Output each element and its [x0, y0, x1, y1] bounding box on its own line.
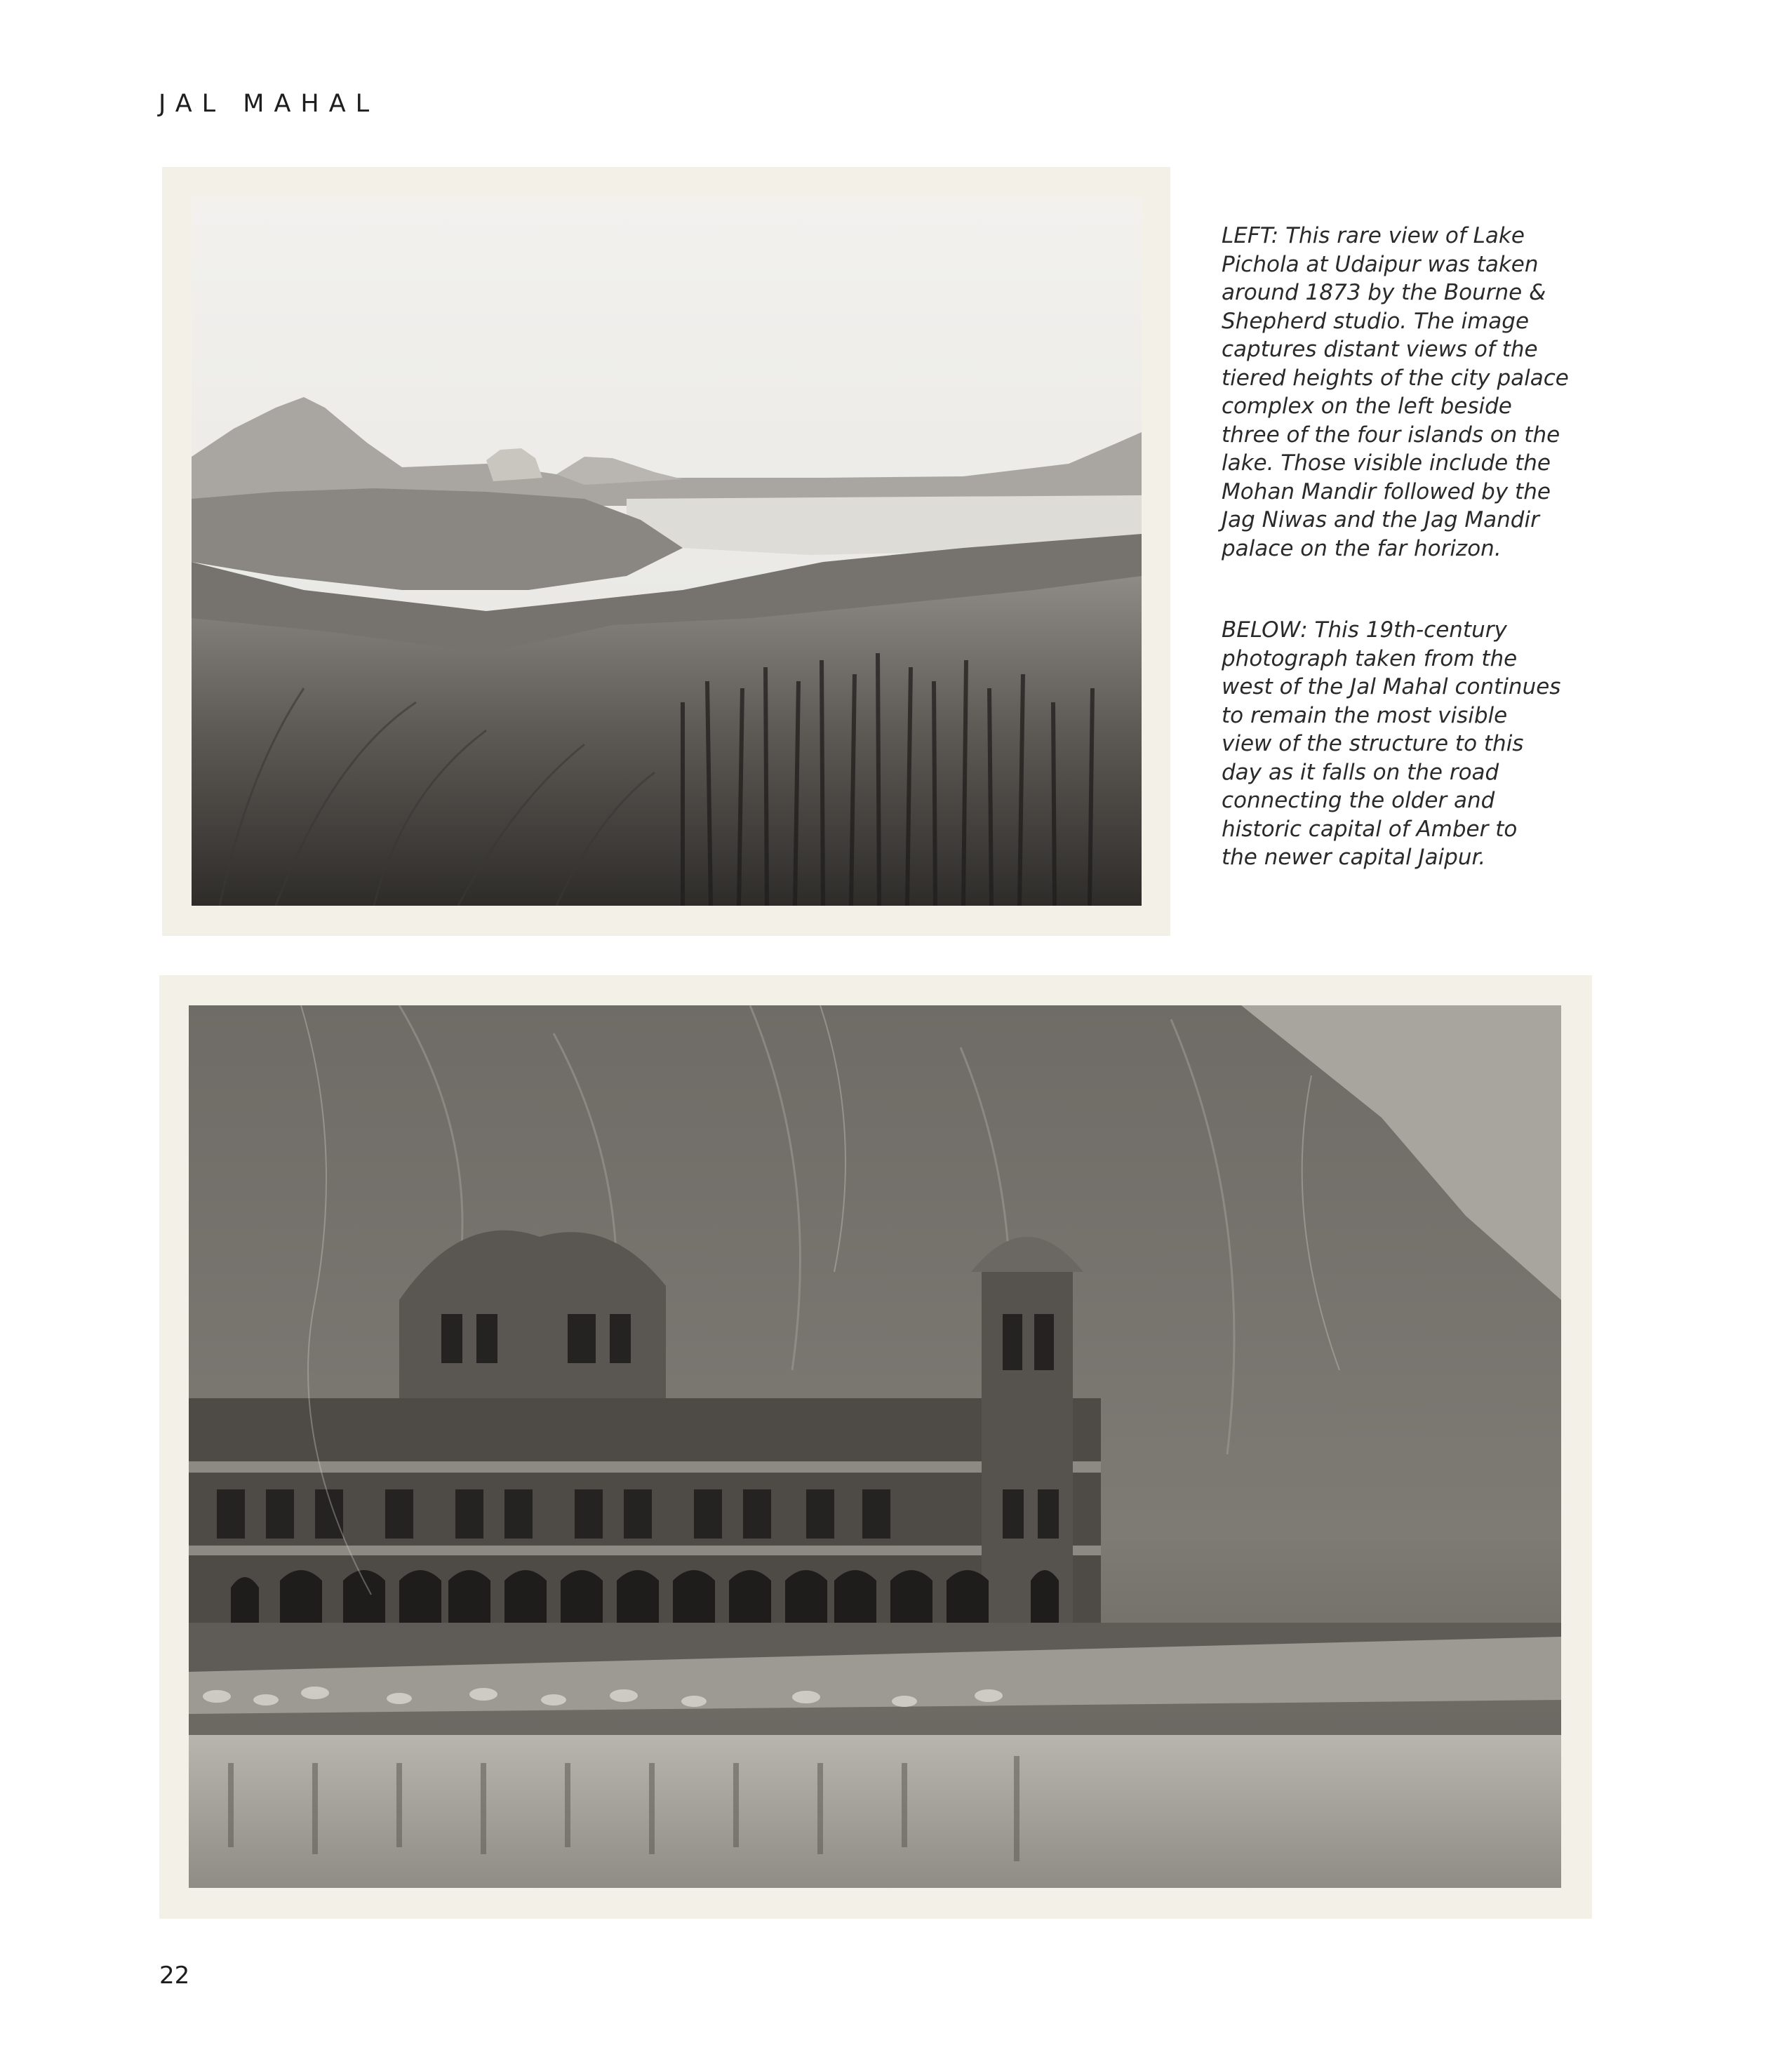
photo-mat-lake-pichola — [162, 167, 1170, 936]
page-number: 22 — [159, 1962, 190, 1990]
lake-pichola-image — [192, 197, 1142, 906]
running-title: JAL MAHAL — [159, 90, 380, 118]
photo-lake-pichola — [192, 197, 1142, 906]
jal-mahal-image — [189, 1005, 1561, 1888]
photo-mat-jal-mahal — [159, 975, 1592, 1919]
caption-below: BELOW: This 19th-century photograph taken from the west of the Jal Mahal continues to remain the most visible view of the structure to this day as it falls on the road connecting the older and historic capital of Amber to the newer capital Jaipur. — [1222, 617, 1561, 870]
caption-left: LEFT: This rare view of Lake Pichola at Udaipur was taken around 1873 by the Bourne & Shepherd studio. The image captures distant views of the tiered heights of the city palace complex on the left beside three of the four islands on the lake. Those visible include the Mohan Mandir followed by the Jag Niwas and the Jag Mandir palace on the far horizon. — [1222, 223, 1569, 561]
photo-jal-mahal — [189, 1005, 1561, 1888]
